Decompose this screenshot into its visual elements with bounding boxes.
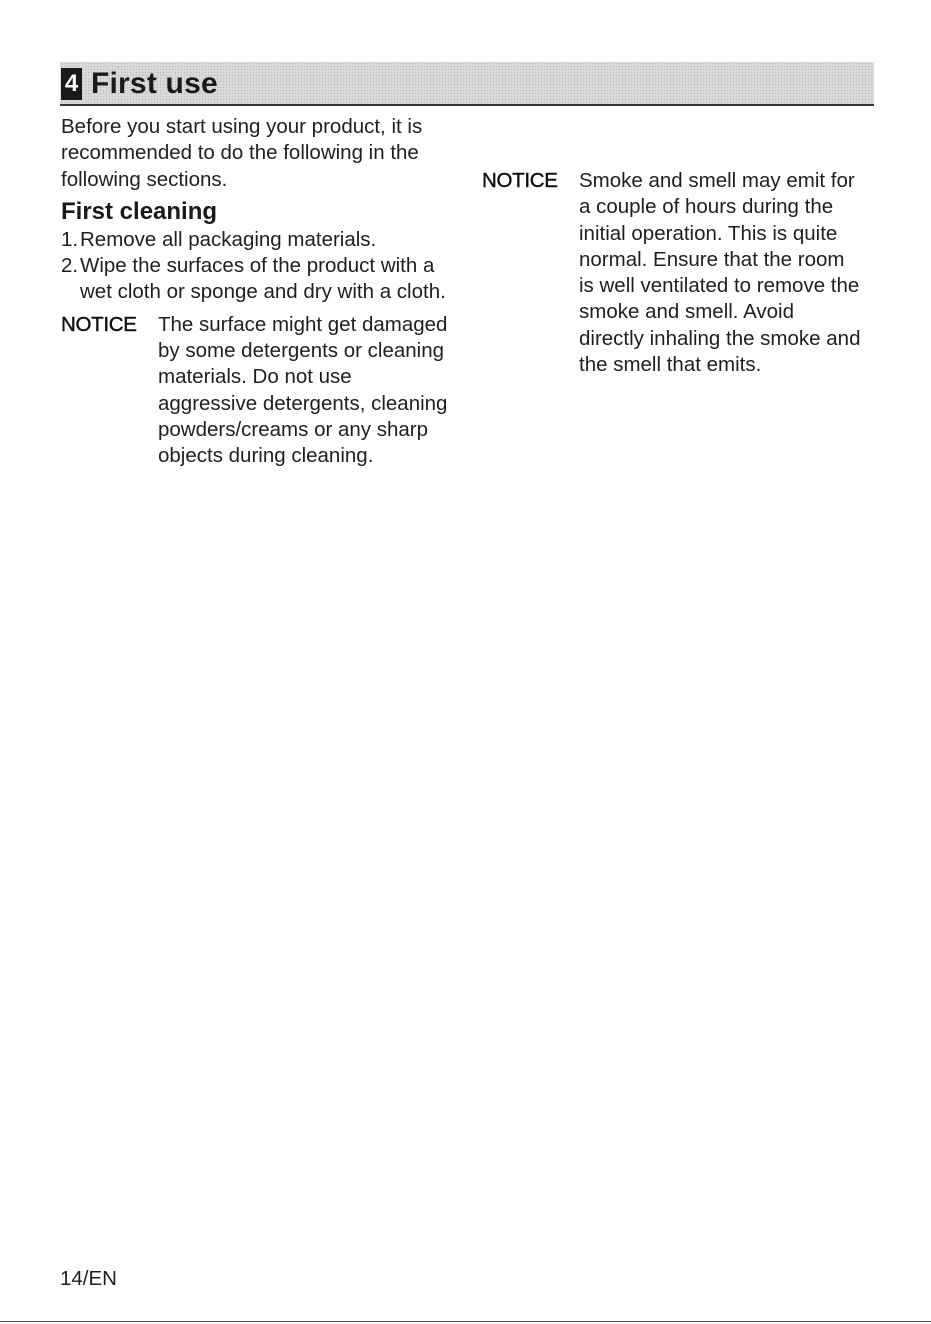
cleaning-step (61, 227, 456, 253)
cleaning-notice (61, 312, 456, 470)
step-text: Remove all packaging materials. (80, 227, 377, 251)
notice-text: Smoke and smell may emit for a couple of hours during the initial operation. This is quite normal. Ensure that the room is well ventilated to remove the smoke and smell. Avoid directly inhaling the smoke and the smell that emits. (579, 169, 861, 377)
cleaning-step (61, 253, 456, 306)
bottom-divider (0, 1321, 931, 1322)
notice-text: The surface might get damaged by some detergents or cleaning materials. Do not use aggressive detergents, cleaning powders/creams or any sharp objects during cleaning. (158, 312, 448, 468)
step-number: 2. (61, 254, 79, 278)
notice-label: NOTICE (61, 312, 137, 336)
chapter-number-badge: 4 (61, 68, 82, 100)
smoke-notice (482, 168, 862, 378)
section-title: First use (91, 67, 218, 100)
first-cleaning-heading: First cleaning (61, 197, 218, 225)
right-column (482, 162, 862, 378)
step-number: 1. (61, 227, 79, 251)
section-header (60, 62, 874, 106)
cleaning-steps-list (61, 227, 456, 306)
left-column (61, 114, 456, 470)
page-number: 14/EN (60, 1267, 117, 1290)
intro-paragraph: Before you start using your product, it is recommended to do the following in the following sections. (61, 115, 423, 191)
notice-label: NOTICE (482, 169, 558, 192)
step-text: Wipe the surfaces of the product with a wet cloth or sponge and dry with a cloth. (80, 254, 446, 304)
